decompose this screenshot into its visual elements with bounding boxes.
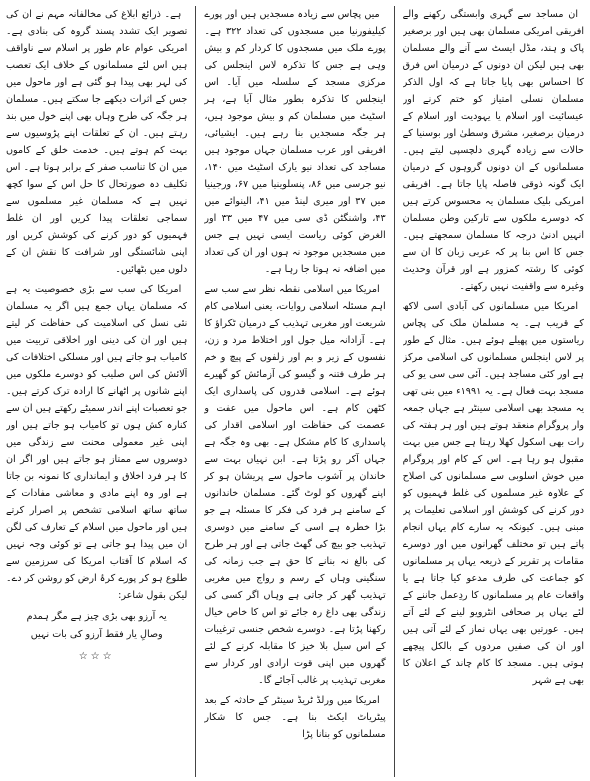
verse-line: یہ آرزو بھی بڑی چیز ہے مگر ہمدم: [26, 611, 167, 622]
paragraph: ہے۔ ذرائع ابلاغ کی مخالفانہ مہم نے ان کی تصویر ایک تشدد پسند گروہ کی بنادی ہے۔ امریکی عوام عام طور پر اسلام سے ناواقف ہیں اس لئے مسلمانوں کے خلاف ایک تعصب کی لہر بھی پیدا ہو گئی ہے اور ماحول میں جس کے اثرات دیکھے جا سکتے ہیں۔ مسلمان ہر جگہ کی طرح وہاں بھی اپنے خول میں بند رہتے ہیں۔ ان کے تعلقات اپنے پڑوسیوں سے بہت کم ہوتے ہیں۔ خدمت خلق کے کاموں میں ان کا تناسب صفر کے برابر ہوتا ہے۔ اس تکلیف دہ صورتحال کا حل اس کے سوا کچھ نہیں ہے کہ مسلمان غیر مسلموں سے سماجی تعلقات پیدا کریں اور ان غلط فہمیوں کو دور کرنے کی کوشش کریں اور اپنی شائستگی اور شرافت کا نقش ان کے دلوں میں بٹھائیں۔: [6, 9, 188, 275]
column-right: [403, 6, 584, 777]
paragraph: میں پچاس سے زیادہ مسجدیں ہیں اور پورے کیلیفورنیا میں مسجدوں کی تعداد ۳۲۲ ہے۔ پورے ملک میں مسجدوں کا کردار کم و بیش وہی ہے جس کا تذکرہ لاس اینجلس کی مرکزی مسجد کے سلسلہ میں آیا۔ اس اینجلس کا تذکرہ بطور مثال آیا ہے، ہر اسٹیٹ میں مسلمان کم و بیش موجود ہیں، ہر جگہ مسجدیں بنا رہے ہیں۔ ایشیائی، افریقی اور عرب مسلمان جہاں موجود ہیں مساجد کی تعداد نیو یارک اسٹیٹ میں ۱۴۰، نیو جرسی میں ۸۶، پنسلوینیا میں ۶۷، ورجینیا میں ۳۷ اور میری لینڈ میں ۴۱، الینوائے میں ۴۳، واشنگٹن ڈی سی میں ۴۷ میں ۳۳ اور الغرض کوئی ریاست ایسی نہیں ہے جس میں مسجدیں موجود نہ ہوں اور ان کی تعداد میں اضافہ نہ ہوتا جا رہا ہے۔: [204, 9, 386, 275]
column-left: [6, 6, 187, 777]
paragraph: امریکا میں اسلامی نقطہ نظر سے سب سے اہم مسئلہ اسلامی روایات، یعنی اسلامی کام شریعت اور مغربی تہذیب کے درمیان ٹکراؤ کا ہے۔ آزادانہ میل جول اور اختلاط مرد و زن، نفسوں کے زیر و بم اور زلفوں کے پیچ و خم ہر طرف فتنہ و گیسو کی آزمائش کو گھیرے ہوئے ہے۔ اسلامی قدروں کی پاسداری ایک کٹھن کام ہے۔ اس ماحول میں عفت و عصمت کی حفاظت اور اسلامی اقدار کی پاسداری کا کام مشکل ہے۔ بھی وہ جگہ ہے جہاں آکر رو پڑتا ہے۔ ابن نہیاں بہت سے خاندان پر آشوب ماحول سے پریشان ہو کر اپنے گھروں کو لوٹ گئے۔ مسلمان خاندانوں کے سامنے ہر فرد کی فکر کا مسئلہ ہے جو بڑا خطرہ ہے اسی کے سامنے میں دوسری تہذیب جو بیچ کی گھٹ جاتی ہے اور ہر طرح کی بالغ نہ بنانے کا حق ہے جب زمانہ کی سنگینی وہاں کے رسم و رواج میں مغربی تہذیب گھر کر جاتی ہے وہاں اگر کسی کی زندگی بھی داغ رہ جائے تو اس کا خاص خیال رکھنا پڑتا ہے۔ دوسرے شخص جنسی ترغیبات کے اس سیل بلا خیز کا مقابلہ کرنے کے لئے گھروں میں اپنی قوت ارادی اور کردار سے مغربی تہذیب پر غالب آجائے گا۔: [204, 284, 386, 686]
paragraph: امریکا کی سب سے بڑی خصوصیت یہ ہے کہ مسلمان یہاں جمع ہیں اگر یہ مسلمان نئی نسل کی اسلامیت کی حفاظت کر لیتے ہیں اور ان کی دینی اور اخلاقی تربیت میں کامیاب ہو جاتے ہیں اور مسلکی اختلافات کی آلائش کی اس صلیب کو دوسرے ملکوں میں اپنے شانوں پر اٹھانے کا ارادہ ترک کرتے ہیں۔ جو تعصبات اپنے اندر سمیٹے رکھتے ہیں ان سے کنارہ کش ہوں تو کامیاب ہو جاتے ہیں اور اپنی غیر معمولی محنت سے زندگی میں دوسروں سے ممتاز ہو جاتے ہیں اور اگر ان کا ہر فرد اخلاق و ایمانداری کا نمونہ بن جاتا ہے اور وہ اپنے مادی و معاشی مفادات کے ساتھ ساتھ اسلامی تشخص پر اصرار کرتے ہیں اور ماحول میں اسلام کے تعارف کی لگن ان میں پیدا ہو جاتی ہے تو کوئی وجہ نہیں کہ اسلام کا آفتاب امریکا کی سرزمین سے طلوع ہو کر پورے کرۂ ارض کو روشن کر دے۔ لیکن بقول شاعر:: [6, 284, 188, 601]
column-divider: [394, 6, 395, 777]
poetry-couplet: [6, 608, 187, 644]
column-middle: [204, 6, 385, 777]
verse-line: وصالِ یار فقط آرزو کی بات نہیں: [30, 629, 163, 640]
paragraph: ان مساجد سے گہری وابستگی رکھنے والے افریقی امریکی مسلمان بھی ہیں اور برصغیر پاک و ہند، مڈل ایسٹ سے آنے والے مسلمان بھی ہیں لیکن ان دونوں کے درمیان اس فرق کا احساس بھی پایا جاتا ہے کہ اول الذکر مسلمان نسلی امتیاز کو ختم کرنے اور عیسائیت اور اسلام یا یہودیت اور اسلام کے درمیان برصغیر، مشرق وسطیٰ اور بوسنیا کے حالات سے زیادہ گہری دلچسپی لیتے ہیں۔ مسلمانوں کے ان دونوں گروہوں کے درمیان ایک گونہ ذوقی فاصلہ پایا جاتا ہے۔ افریقی امریکی بلیک مسلمان یہ محسوس کرتے ہیں کہ دوسرے ملکوں سے تارکین وطن مسلمان انہیں ادنیٰ درجہ کا مسلمان سمجھتے ہیں۔ جس کا اس بنا پر کہ عربی زبان کا ان سے کوئی کا رشتہ کمزور ہے اور قرآن وحدیث وغیرہ سے واقفیت نہیں رکھتے۔: [402, 9, 584, 292]
paragraph: امریکا میں ورلڈ ٹریڈ سینٹر کے حادثہ کے بعد پیٹریاٹ ایکٹ بنا ہے۔ جس کا شکار مسلمانوں کو بنانا پڑا: [204, 695, 386, 740]
paragraph: امریکا میں مسلمانوں کی آبادی اسی لاکھ کے قریب ہے۔ یہ مسلمان ملک کی پچاس ریاستوں میں پھیلے ہوئے ہیں۔ مثال کے طور پر لاس اینجلس مسلمانوں کی اسلامی مرکز ہے اور کئی مساجد ہیں۔ آئی سی سی یو کی مسجد بہت فعال ہے۔ یہ ۱۹۹۱ء میں بنی تھی یہ مسجد بھی اسلامی سینٹر ہے جہاں جمعہ وار پروگرام منعقد ہوتے ہیں اور ہر ہفتہ کی رات بھی اسکول کھلا رہتا ہے جس میں بہت مقبول ہو رہا ہے۔ اس کے کام اور پروگرام میں خوش اسلوبی سے مسلمانوں کی اصلاح کے علاوہ غیر مسلموں کی غلط فہمیوں کو دور کرنے کی کوشش اور اسلامی تعلیمات پر مبنی ہیں۔ کیونکہ یہ سارے کام یہاں انجام پاتے ہیں تو مختلف گھرانوں میں اور دوسرے مقامات پر تقریر کے ذریعہ یہاں پر مسلمانوں کو جماعت کی طرف مدعو کیا جاتا ہے یا واقعات عام پر مسلمانوں کا ردِعمل جاننے کے لئے یہاں پر صحافی انٹرویو لینے کے لئے آتے ہیں۔ عورتیں بھی یہاں نماز کے لئے آتی ہیں اور ان کی صفیں مردوں کے بالکل پیچھے ہوتی ہیں۔ مسجد کا کام چاند کے اعلان کا بھی ہے شہر: [402, 301, 584, 686]
column-divider: [195, 6, 196, 777]
stars-ornament: ☆☆☆: [78, 651, 115, 662]
